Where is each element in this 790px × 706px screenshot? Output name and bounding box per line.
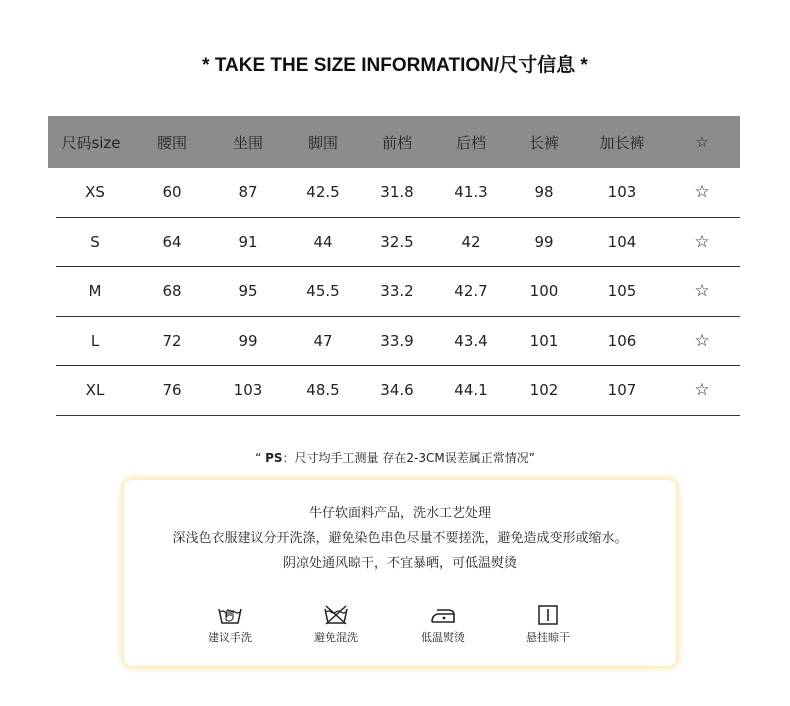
extra-long-pants-cell: 103 <box>607 183 637 202</box>
waist-cell: 60 <box>162 183 182 202</box>
care-line-drying: 阴凉处通风晾干，不宜暴晒，可低温熨烫 <box>282 556 517 571</box>
header-size: 尺码size <box>61 133 121 152</box>
size-cell: S <box>90 232 100 251</box>
care-item-no-mixed-wash <box>291 604 381 645</box>
header-hip: 坐围 <box>232 133 263 152</box>
size-cell: M <box>88 282 102 301</box>
care-label-no-mixed-wash: 避免混洗 <box>314 631 358 644</box>
extra-long-pants-cell: 105 <box>607 282 637 301</box>
long-pants-cell: 100 <box>529 282 559 301</box>
care-icons <box>124 604 676 654</box>
back-rise-cell: 44.1 <box>454 381 488 400</box>
header-waist: 腰围 <box>156 133 187 152</box>
hip-cell: 99 <box>238 331 258 350</box>
measurement-note <box>0 449 790 466</box>
extra-long-pants-cell: 104 <box>607 232 637 251</box>
page-title: * TAKE THE SIZE INFORMATION/尺寸信息 * <box>202 55 588 76</box>
hang-dry-icon <box>536 604 560 626</box>
hip-cell: 87 <box>238 183 258 202</box>
front-rise-cell: 33.9 <box>380 331 414 350</box>
note-open-quote: “ <box>255 451 262 465</box>
long-pants-cell: 99 <box>534 232 554 251</box>
back-rise-cell: 42 <box>461 232 481 251</box>
hip-cell: 91 <box>238 232 258 251</box>
header-extra-long-pants: 加长裤 <box>599 133 645 152</box>
note-prefix: PS <box>265 451 283 465</box>
long-pants-cell: 102 <box>529 381 559 400</box>
extra-long-pants-cell: 107 <box>607 381 637 400</box>
header-star-icon: ☆ <box>695 133 709 151</box>
leg-opening-cell: 42.5 <box>306 183 340 202</box>
waist-cell: 68 <box>162 282 182 301</box>
leg-opening-cell: 45.5 <box>306 282 340 301</box>
table-row <box>56 168 740 218</box>
table-row <box>56 218 740 268</box>
long-pants-cell: 101 <box>529 331 559 350</box>
size-cell: XL <box>85 381 105 400</box>
care-line-washing: 深浅色衣服建议分开洗涤，避免染色串色尽量不要搓洗，避免造成变形或缩水。 <box>172 531 628 546</box>
waist-cell: 64 <box>162 232 182 251</box>
low-temp-iron-icon <box>429 604 457 626</box>
table-row <box>56 366 740 416</box>
care-item-low-temp-iron <box>398 604 488 645</box>
front-rise-cell: 34.6 <box>380 381 414 400</box>
note-close-quote: ” <box>528 451 535 465</box>
header-front-rise: 前档 <box>381 133 412 152</box>
care-item-hang-dry <box>503 604 593 645</box>
front-rise-cell: 32.5 <box>380 232 414 251</box>
table-row <box>56 267 740 317</box>
extra-long-pants-cell: 106 <box>607 331 637 350</box>
table-header <box>48 116 740 168</box>
back-rise-cell: 41.3 <box>454 183 488 202</box>
size-cell: XS <box>85 183 105 202</box>
star-icon: ☆ <box>694 330 710 351</box>
leg-opening-cell: 47 <box>313 331 333 350</box>
care-label-hand-wash: 建议手洗 <box>208 631 252 644</box>
leg-opening-cell: 48.5 <box>306 381 340 400</box>
care-label-low-temp-iron: 低温熨烫 <box>421 631 465 644</box>
care-line-fabric: 牛仔软面料产品，洗水工艺处理 <box>308 506 491 521</box>
star-icon: ☆ <box>694 182 710 203</box>
star-icon: ☆ <box>694 380 710 401</box>
back-rise-cell: 42.7 <box>454 282 488 301</box>
star-icon: ☆ <box>694 231 710 252</box>
long-pants-cell: 98 <box>534 183 554 202</box>
header-leg-opening: 脚围 <box>307 133 338 152</box>
waist-cell: 76 <box>162 381 182 400</box>
care-label-hang-dry: 悬挂晾干 <box>526 631 570 644</box>
note-text: ：尺寸均手工测量 存在2-3CM误差属正常情况 <box>282 451 529 465</box>
header-back-rise: 后档 <box>455 133 486 152</box>
star-icon: ☆ <box>694 281 710 302</box>
front-rise-cell: 33.2 <box>380 282 414 301</box>
hip-cell: 103 <box>233 381 263 400</box>
back-rise-cell: 43.4 <box>454 331 488 350</box>
no-mixed-wash-icon <box>323 604 349 626</box>
header-long-pants: 长裤 <box>528 133 559 152</box>
care-instructions-card <box>124 480 676 666</box>
care-item-hand-wash <box>185 604 275 645</box>
hip-cell: 95 <box>238 282 258 301</box>
waist-cell: 72 <box>162 331 182 350</box>
size-cell: L <box>90 331 100 350</box>
size-table <box>48 116 740 416</box>
leg-opening-cell: 44 <box>313 232 333 251</box>
hand-wash-icon <box>217 604 243 626</box>
table-row <box>56 317 740 367</box>
front-rise-cell: 31.8 <box>380 183 414 202</box>
